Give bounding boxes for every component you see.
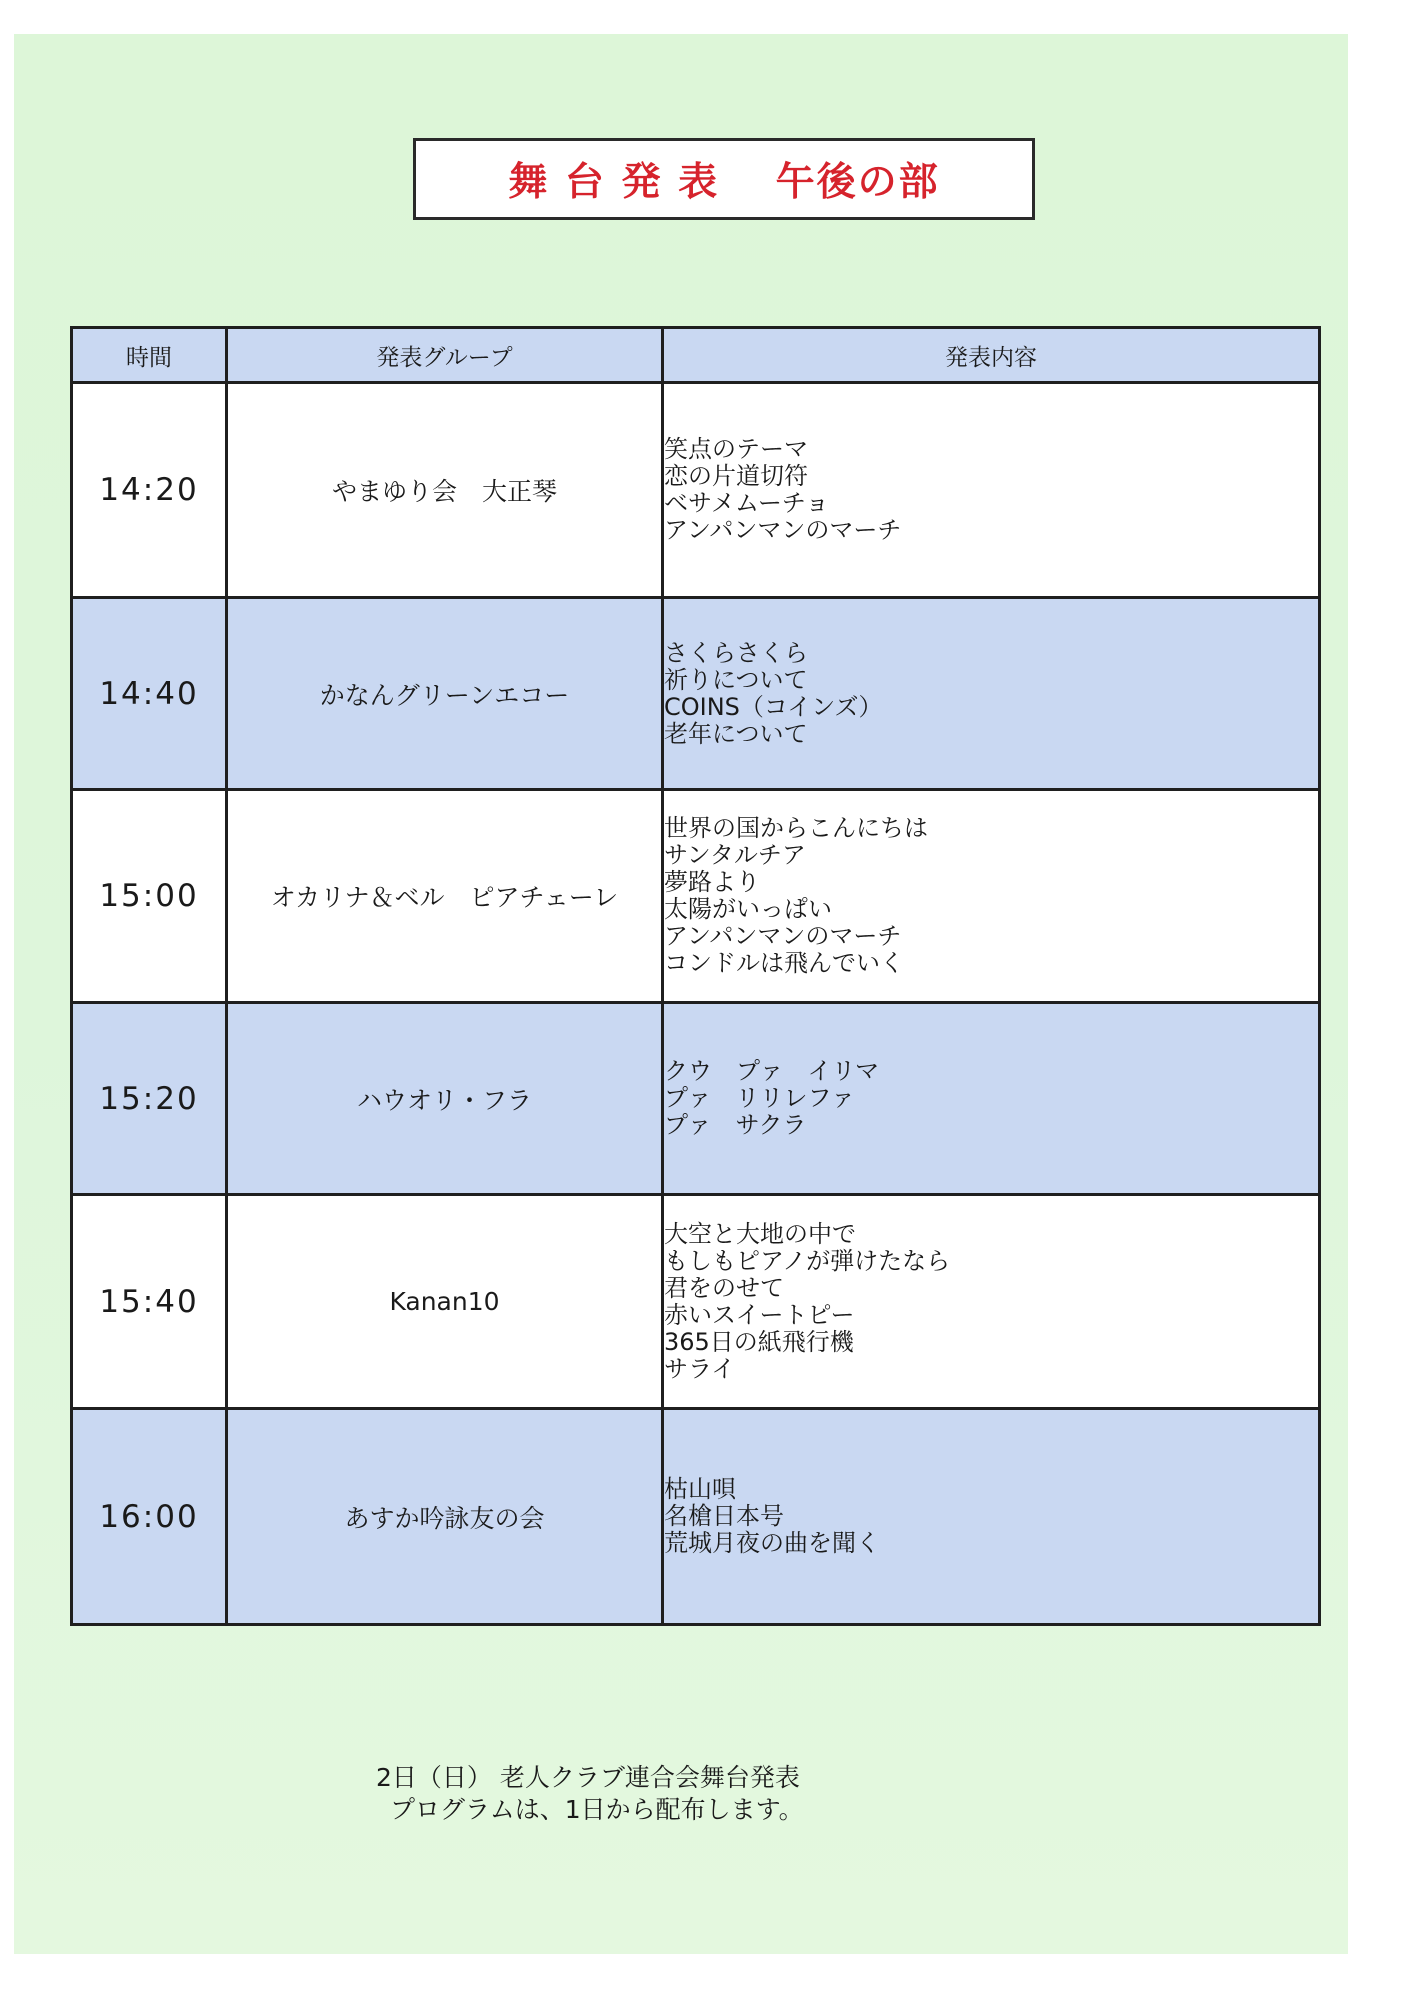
group-cell: ハウオリ・フラ (227, 1003, 663, 1195)
header-content: 発表内容 (663, 328, 1320, 383)
program-item: プァ リリレファ (664, 1084, 856, 1112)
program-item: 大空と大地の中で (664, 1219, 856, 1248)
group-cell: オカリナ＆ベル ピアチェーレ (227, 790, 663, 1003)
table-row (72, 383, 1320, 598)
program-item: 老年について (664, 719, 808, 748)
group-cell: やまゆり会 大正琴 (227, 383, 663, 598)
time-cell: 14:20 (72, 383, 227, 598)
table-row (72, 1003, 1320, 1195)
header-row (72, 328, 1320, 383)
footer-line-date: 2日（日） 老人クラブ連合会舞台発表 (376, 1763, 800, 1792)
program-item: プァ サクラ (664, 1111, 807, 1139)
program-item: アンパンマンのマーチ (664, 922, 902, 950)
program-cell (663, 598, 1320, 790)
program-item: 名槍日本号 (664, 1502, 784, 1530)
program-item: 君をのせて (664, 1273, 784, 1302)
program-cell (663, 790, 1320, 1003)
program-item: 太陽がいっぱい (664, 895, 832, 923)
time-cell: 15:20 (72, 1003, 227, 1195)
program-item: サライ (664, 1354, 736, 1383)
program-cell (663, 1195, 1320, 1409)
time-cell: 14:40 (72, 598, 227, 790)
time-cell: 15:00 (72, 790, 227, 1003)
group-cell: かなんグリーンエコー (227, 598, 663, 790)
program-item: 笑点のテーマ (664, 435, 808, 463)
program-item: 荒城月夜の曲を聞く (664, 1529, 880, 1557)
program-item: 365日の紙飛行機 (664, 1327, 854, 1356)
program-item: COINS（コインズ） (664, 692, 883, 721)
page-title: 舞 台 発 表 午後の部 (508, 160, 940, 205)
program-item: クウ プァ イリマ (664, 1057, 880, 1085)
header-group: 発表グループ (227, 328, 663, 383)
program-item: サンタルチア (664, 841, 806, 869)
time-cell: 16:00 (72, 1409, 227, 1625)
schedule-table (70, 326, 1321, 1626)
program-item: ベサメムーチョ (664, 489, 830, 517)
table-row (72, 790, 1320, 1003)
table-row (72, 1409, 1320, 1625)
group-cell: Kanan10 (227, 1195, 663, 1409)
time-cell: 15:40 (72, 1195, 227, 1409)
program-item: 枯山唄 (664, 1475, 736, 1503)
program-item: アンパンマンのマーチ (664, 516, 902, 544)
program-item: 赤いスイートピー (664, 1300, 855, 1329)
footer-note (376, 1762, 936, 1826)
program-item: 夢路より (664, 868, 760, 896)
program-cell (663, 1409, 1320, 1625)
group-cell: あすか吟詠友の会 (227, 1409, 663, 1625)
program-cell (663, 1003, 1320, 1195)
title-box (413, 138, 1035, 220)
program-item: もしもピアノが弾けたなら (664, 1246, 951, 1275)
program-item: 恋の片道切符 (664, 462, 808, 490)
header-time: 時間 (72, 328, 227, 383)
program-item: さくらさくら (664, 638, 808, 667)
footer-line-distribution: プログラムは、1日から配布します。 (390, 1795, 804, 1824)
program-cell (663, 383, 1320, 598)
table-row (72, 598, 1320, 790)
program-item: 祈りについて (664, 665, 808, 694)
program-item: 世界の国からこんにちは (664, 814, 928, 842)
table-row (72, 1195, 1320, 1409)
program-item: コンドルは飛んでいく (664, 949, 904, 977)
